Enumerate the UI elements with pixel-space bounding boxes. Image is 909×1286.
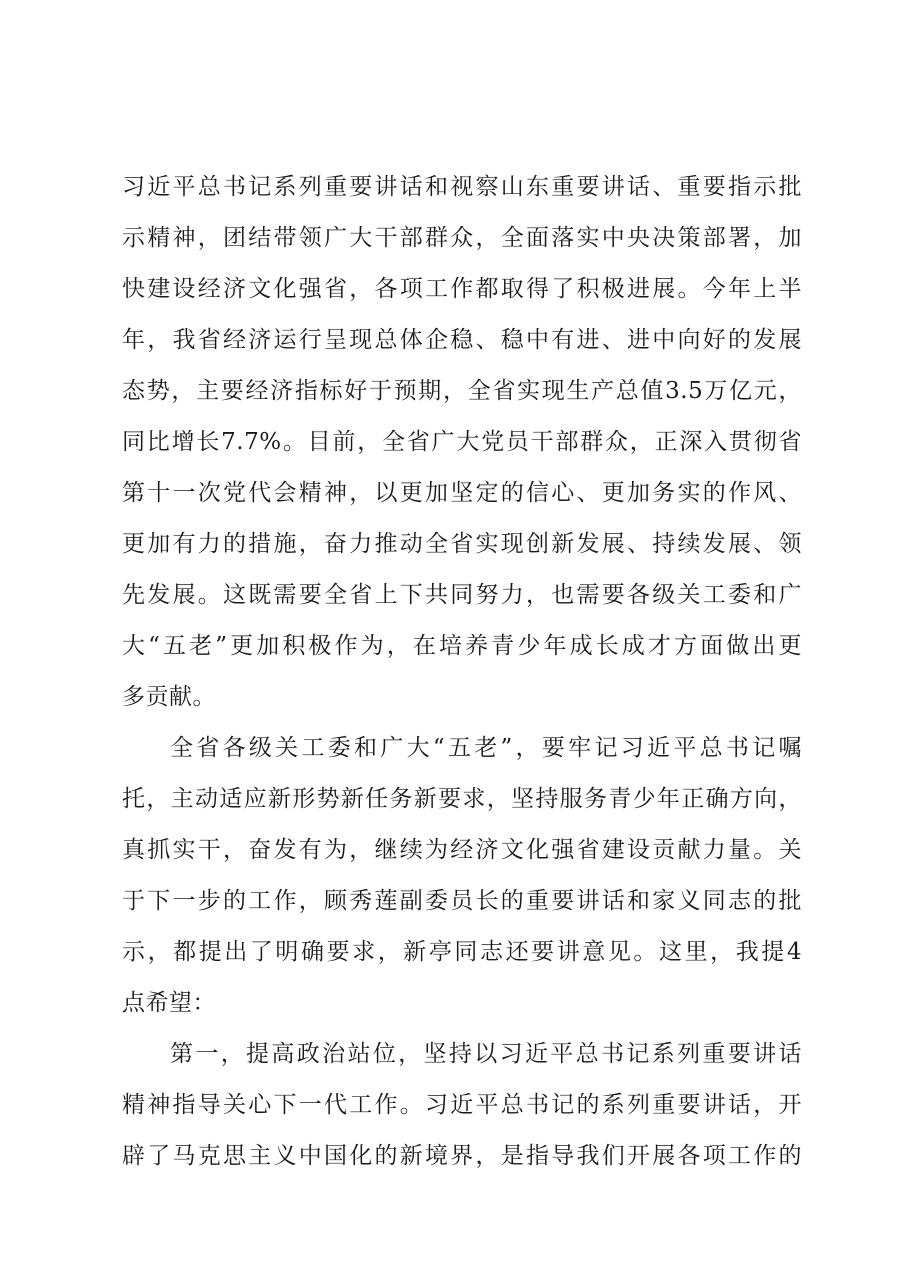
text-line: 点希望：: [122, 990, 216, 1016]
paragraph-3: [122, 1029, 802, 1182]
text-line: 辟了马克思主义中国化的新境界，是指导我们开展各项工作的: [122, 1143, 802, 1169]
text-line: 真抓实干，奋发有为，继续为经济文化强省建设贡献力量。关: [122, 837, 802, 863]
text-line: 快建设经济文化强省，各项工作都取得了积极进展。今年上半: [122, 276, 802, 302]
text-line: 第一，提高政治站位，坚持以习近平总书记系列重要讲话: [170, 1041, 802, 1067]
text-line: 多贡献。: [122, 684, 216, 710]
text-line: 先发展。这既需要全省上下共同努力，也需要各级关工委和广: [122, 582, 802, 608]
text-line: 全省各级关工委和广大“五老”，要牢记习近平总书记嘱: [170, 735, 802, 761]
text-line: 示，都提出了明确要求，新亭同志还要讲意见。这里，我提4: [122, 939, 802, 965]
text-line: 精神指导关心下一代工作。习近平总书记的系列重要讲话，开: [122, 1092, 802, 1118]
text-line: 第十一次党代会精神，以更加坚定的信心、更加务实的作风、: [122, 480, 802, 506]
text-line: 托，主动适应新形势新任务新要求，坚持服务青少年正确方向，: [122, 786, 802, 812]
paragraph-1: [122, 162, 802, 723]
text-line: 习近平总书记系列重要讲话和视察山东重要讲话、重要指示批: [122, 174, 802, 200]
text-line: 大“五老”更加积极作为，在培养青少年成长成才方面做出更: [122, 633, 802, 659]
document-body-text: [122, 162, 802, 1182]
text-line: 示精神，团结带领广大干部群众，全面落实中央决策部署，加: [122, 225, 802, 251]
text-line: 于下一步的工作，顾秀莲副委员长的重要讲话和家义同志的批: [122, 888, 802, 914]
text-line: 更加有力的措施，奋力推动全省实现创新发展、持续发展、领: [122, 531, 802, 557]
paragraph-2: [122, 723, 802, 1029]
text-line: 同比增长7.7%。目前，全省广大党员干部群众，正深入贯彻省: [122, 429, 802, 455]
text-line: 态势，主要经济指标好于预期，全省实现生产总值3.5万亿元，: [122, 378, 802, 404]
text-line: 年，我省经济运行呈现总体企稳、稳中有进、进中向好的发展: [122, 327, 802, 353]
